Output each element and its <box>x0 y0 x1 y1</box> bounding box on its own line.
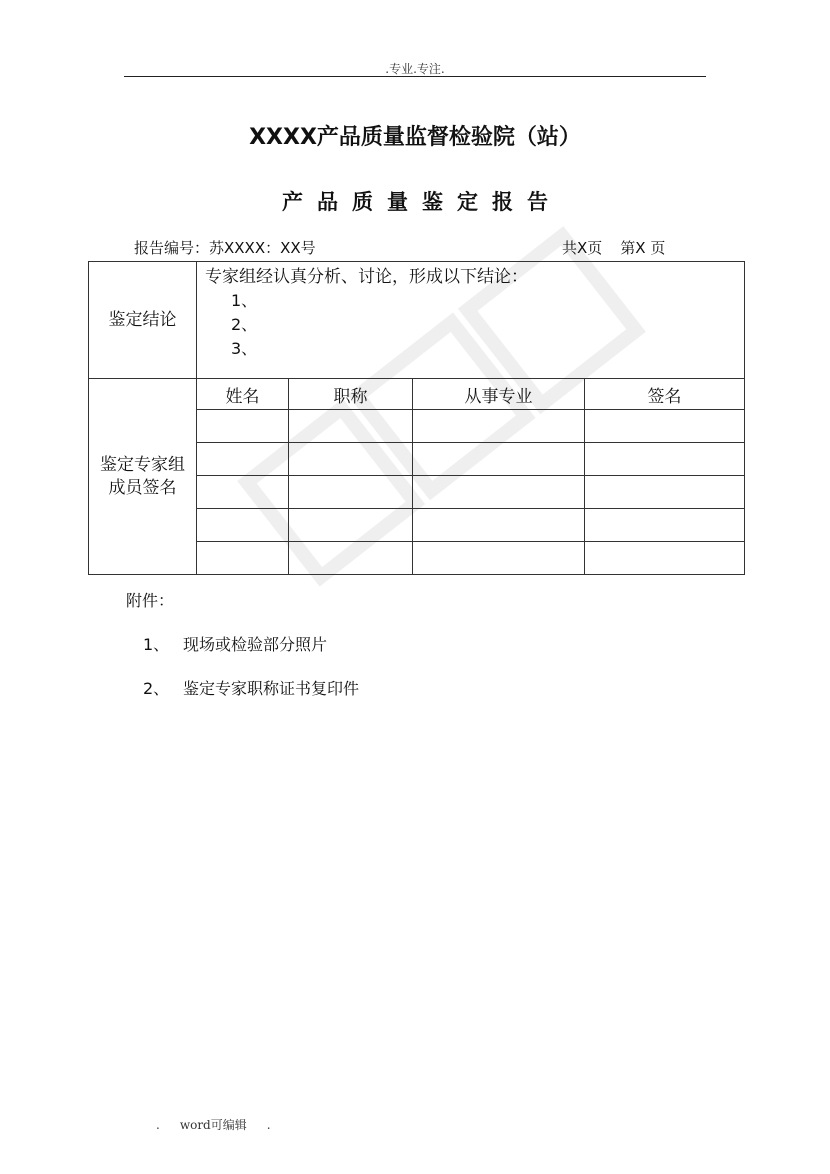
table-cell[interactable] <box>289 443 413 476</box>
table-cell[interactable] <box>197 542 289 575</box>
attachments-title: 附件： <box>126 591 175 610</box>
document-title: XXXX产品质量监督检验院（站） <box>249 125 581 150</box>
report-number: 报告编号：苏XXXX：XX号 <box>134 239 316 257</box>
conclusion-content <box>197 262 745 379</box>
table-cell[interactable] <box>413 509 585 542</box>
table-cell[interactable] <box>197 509 289 542</box>
conclusion-intro: 专家组经认真分析、讨论，形成以下结论： <box>205 267 528 287</box>
table-cell[interactable] <box>413 443 585 476</box>
experts-label-cell <box>89 379 197 575</box>
page-footer <box>146 1116 281 1133</box>
total-pages: 共X页 <box>562 239 603 257</box>
table-cell[interactable] <box>585 509 745 542</box>
table-cell[interactable] <box>197 410 289 443</box>
attachment-item <box>143 632 327 655</box>
column-header-signature: 签名 <box>585 379 745 410</box>
footer-label: word可编辑 <box>179 1118 247 1132</box>
conclusion-item: 2、 <box>231 315 258 334</box>
table-cell[interactable] <box>197 443 289 476</box>
attachment-number: 1、 <box>143 635 170 654</box>
column-header-specialty: 从事专业 <box>413 379 585 410</box>
attachment-text: 现场或检验部分照片 <box>183 635 328 654</box>
table-cell[interactable] <box>413 410 585 443</box>
footer-dot-left: . <box>156 1118 160 1132</box>
footer-dot-right: . <box>266 1118 271 1132</box>
table-cell[interactable] <box>585 542 745 575</box>
table-cell[interactable] <box>289 509 413 542</box>
table-cell[interactable] <box>289 542 413 575</box>
page-number: 第X 页 <box>620 239 666 257</box>
conclusion-label: 鉴定结论 <box>89 262 197 379</box>
table-cell[interactable] <box>289 410 413 443</box>
column-header-title: 职称 <box>289 379 413 410</box>
table-cell[interactable] <box>585 443 745 476</box>
attachment-number: 2、 <box>143 679 170 698</box>
document-subtitle: 产品质量鉴定报告 <box>282 190 562 214</box>
column-header-name: 姓名 <box>197 379 289 410</box>
attachment-item <box>143 676 359 699</box>
conclusion-item: 3、 <box>231 339 258 358</box>
table-cell[interactable] <box>413 476 585 509</box>
table-cell[interactable] <box>197 476 289 509</box>
header-rule <box>124 76 706 77</box>
conclusion-row <box>89 262 745 379</box>
experts-header-row <box>89 379 745 410</box>
table-cell[interactable] <box>585 476 745 509</box>
page-info <box>562 237 683 258</box>
table-cell[interactable] <box>585 410 745 443</box>
appraisal-table <box>88 261 745 575</box>
page-header: .专业.专注. <box>385 62 445 76</box>
attachment-text: 鉴定专家职称证书复印件 <box>183 679 360 698</box>
experts-label: 鉴定专家组成员签名 <box>100 454 185 498</box>
table-cell[interactable] <box>289 476 413 509</box>
table-cell[interactable] <box>413 542 585 575</box>
conclusion-item: 1、 <box>231 291 258 310</box>
